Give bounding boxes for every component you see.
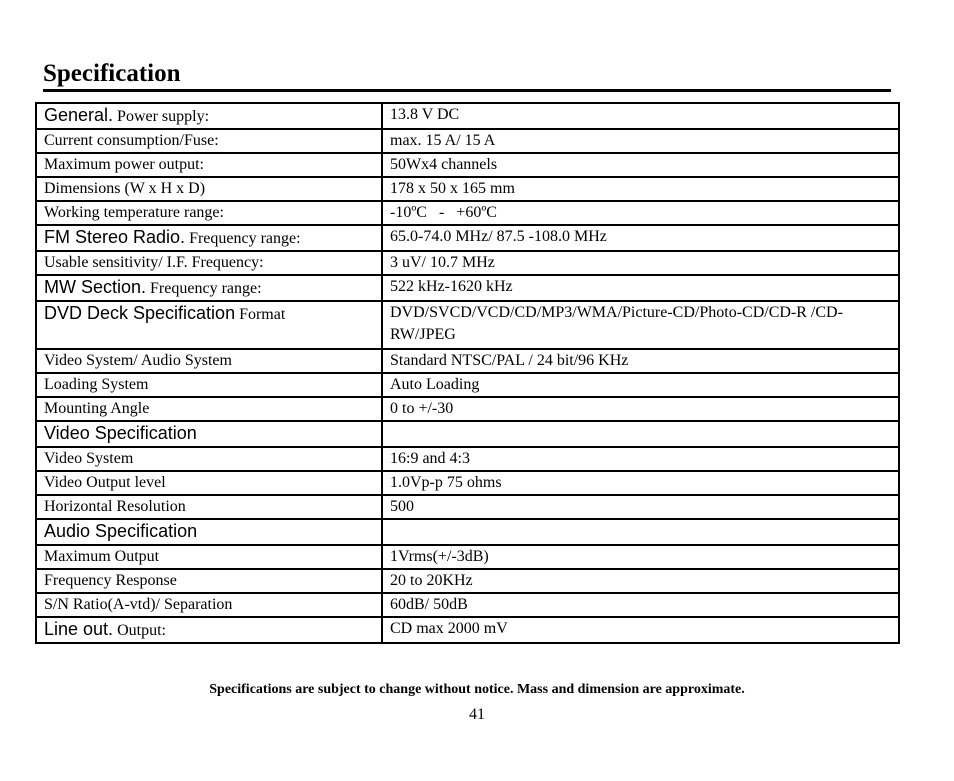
spec-value: 16:9 and 4:3 bbox=[382, 447, 899, 471]
table-row bbox=[36, 225, 899, 251]
spec-value: 60dB/ 50dB bbox=[382, 593, 899, 617]
spec-value: max. 15 A/ 15 A bbox=[382, 129, 899, 153]
spec-value: 500 bbox=[382, 495, 899, 519]
spec-label: Horizontal Resolution bbox=[44, 498, 186, 515]
spec-label-cell bbox=[36, 103, 382, 129]
spec-label: Dimensions (W x H x D) bbox=[44, 180, 206, 197]
table-row bbox=[36, 397, 899, 421]
spec-label: Maximum power output: bbox=[44, 156, 204, 173]
spec-label-cell bbox=[36, 129, 382, 153]
spec-value: 1Vrms(+/-3dB) bbox=[382, 545, 899, 569]
spec-value bbox=[382, 421, 899, 447]
spec-value: 50Wx4 channels bbox=[382, 153, 899, 177]
section-heading: Line out. bbox=[44, 619, 114, 639]
spec-value: CD max 2000 mV bbox=[382, 617, 899, 643]
spec-label-cell bbox=[36, 447, 382, 471]
spec-label-cell bbox=[36, 519, 382, 545]
spec-label-cell bbox=[36, 251, 382, 275]
spec-label: Mounting Angle bbox=[44, 400, 150, 417]
spec-value: Standard NTSC/PAL / 24 bit/96 KHz bbox=[382, 349, 899, 373]
spec-label: Video System/ Audio System bbox=[44, 352, 232, 369]
spec-label: Maximum Output bbox=[44, 548, 160, 565]
table-row bbox=[36, 153, 899, 177]
spec-value: 3 uV/ 10.7 MHz bbox=[382, 251, 899, 275]
spec-value: 178 x 50 x 165 mm bbox=[382, 177, 899, 201]
spec-label-cell bbox=[36, 545, 382, 569]
spec-value: DVD/SVCD/VCD/CD/MP3/WMA/Picture-CD/Photo-CD/CD-R /CD-RW/JPEG bbox=[382, 301, 899, 349]
spec-label-cell bbox=[36, 349, 382, 373]
table-row bbox=[36, 519, 899, 545]
table-row bbox=[36, 421, 899, 447]
spec-label-cell bbox=[36, 201, 382, 225]
table-row bbox=[36, 275, 899, 301]
table-row bbox=[36, 447, 899, 471]
spec-label: Working temperature range: bbox=[44, 204, 224, 221]
table-row bbox=[36, 177, 899, 201]
spec-label-cell bbox=[36, 275, 382, 301]
table-row bbox=[36, 373, 899, 397]
spec-label: Power supply: bbox=[113, 108, 210, 125]
spec-label-cell bbox=[36, 373, 382, 397]
spec-label-cell bbox=[36, 177, 382, 201]
table-row bbox=[36, 129, 899, 153]
spec-label: Video System bbox=[44, 450, 134, 467]
spec-value: 13.8 V DC bbox=[382, 103, 899, 129]
spec-value bbox=[382, 519, 899, 545]
spec-label: Frequency Response bbox=[44, 572, 177, 589]
spec-label-cell bbox=[36, 617, 382, 643]
page-number: 41 bbox=[469, 706, 485, 723]
table-row bbox=[36, 471, 899, 495]
spec-label-cell bbox=[36, 225, 382, 251]
spec-value: 20 to 20KHz bbox=[382, 569, 899, 593]
section-heading: General. bbox=[44, 105, 114, 125]
spec-label: Frequency range: bbox=[185, 230, 301, 247]
spec-label-cell bbox=[36, 153, 382, 177]
spec-value: 522 kHz-1620 kHz bbox=[382, 275, 899, 301]
spec-label: Usable sensitivity/ I.F. Frequency: bbox=[44, 254, 264, 271]
spec-value: -10ºC - +60ºC bbox=[382, 201, 899, 225]
footnote: Specifications are subject to change without notice. Mass and dimension are approximate. bbox=[209, 682, 745, 697]
table-row bbox=[36, 569, 899, 593]
section-heading: Audio Specification bbox=[44, 521, 198, 541]
spec-label-cell bbox=[36, 495, 382, 519]
table-row bbox=[36, 251, 899, 275]
spec-label-cell bbox=[36, 569, 382, 593]
spec-label: Frequency range: bbox=[146, 280, 262, 297]
spec-label: Current consumption/Fuse: bbox=[44, 132, 219, 149]
spec-value: 65.0-74.0 MHz/ 87.5 -108.0 MHz bbox=[382, 225, 899, 251]
spec-label: Loading System bbox=[44, 376, 149, 393]
spec-value: 0 to +/-30 bbox=[382, 397, 899, 421]
page-title: Specification bbox=[43, 60, 181, 87]
title-underline bbox=[43, 89, 891, 92]
table-row bbox=[36, 103, 899, 129]
spec-value: Auto Loading bbox=[382, 373, 899, 397]
table-row bbox=[36, 301, 899, 349]
section-heading: FM Stereo Radio. bbox=[44, 227, 186, 247]
spec-label-cell bbox=[36, 471, 382, 495]
specification-table bbox=[35, 102, 900, 644]
spec-label-cell bbox=[36, 593, 382, 617]
spec-label-cell bbox=[36, 397, 382, 421]
table-row bbox=[36, 545, 899, 569]
section-heading: DVD Deck Specification bbox=[44, 303, 236, 323]
spec-label: Format bbox=[235, 306, 286, 323]
table-row bbox=[36, 617, 899, 643]
spec-label: Output: bbox=[113, 622, 166, 639]
spec-label-cell bbox=[36, 421, 382, 447]
table-row bbox=[36, 495, 899, 519]
spec-value: 1.0Vp-p 75 ohms bbox=[382, 471, 899, 495]
section-heading: Video Specification bbox=[44, 423, 197, 443]
section-heading: MW Section. bbox=[44, 277, 147, 297]
table-row bbox=[36, 593, 899, 617]
spec-label: Video Output level bbox=[44, 474, 166, 491]
table-row bbox=[36, 201, 899, 225]
spec-label: S/N Ratio(A-vtd)/ Separation bbox=[44, 596, 233, 613]
table-row bbox=[36, 349, 899, 373]
spec-label-cell bbox=[36, 301, 382, 349]
